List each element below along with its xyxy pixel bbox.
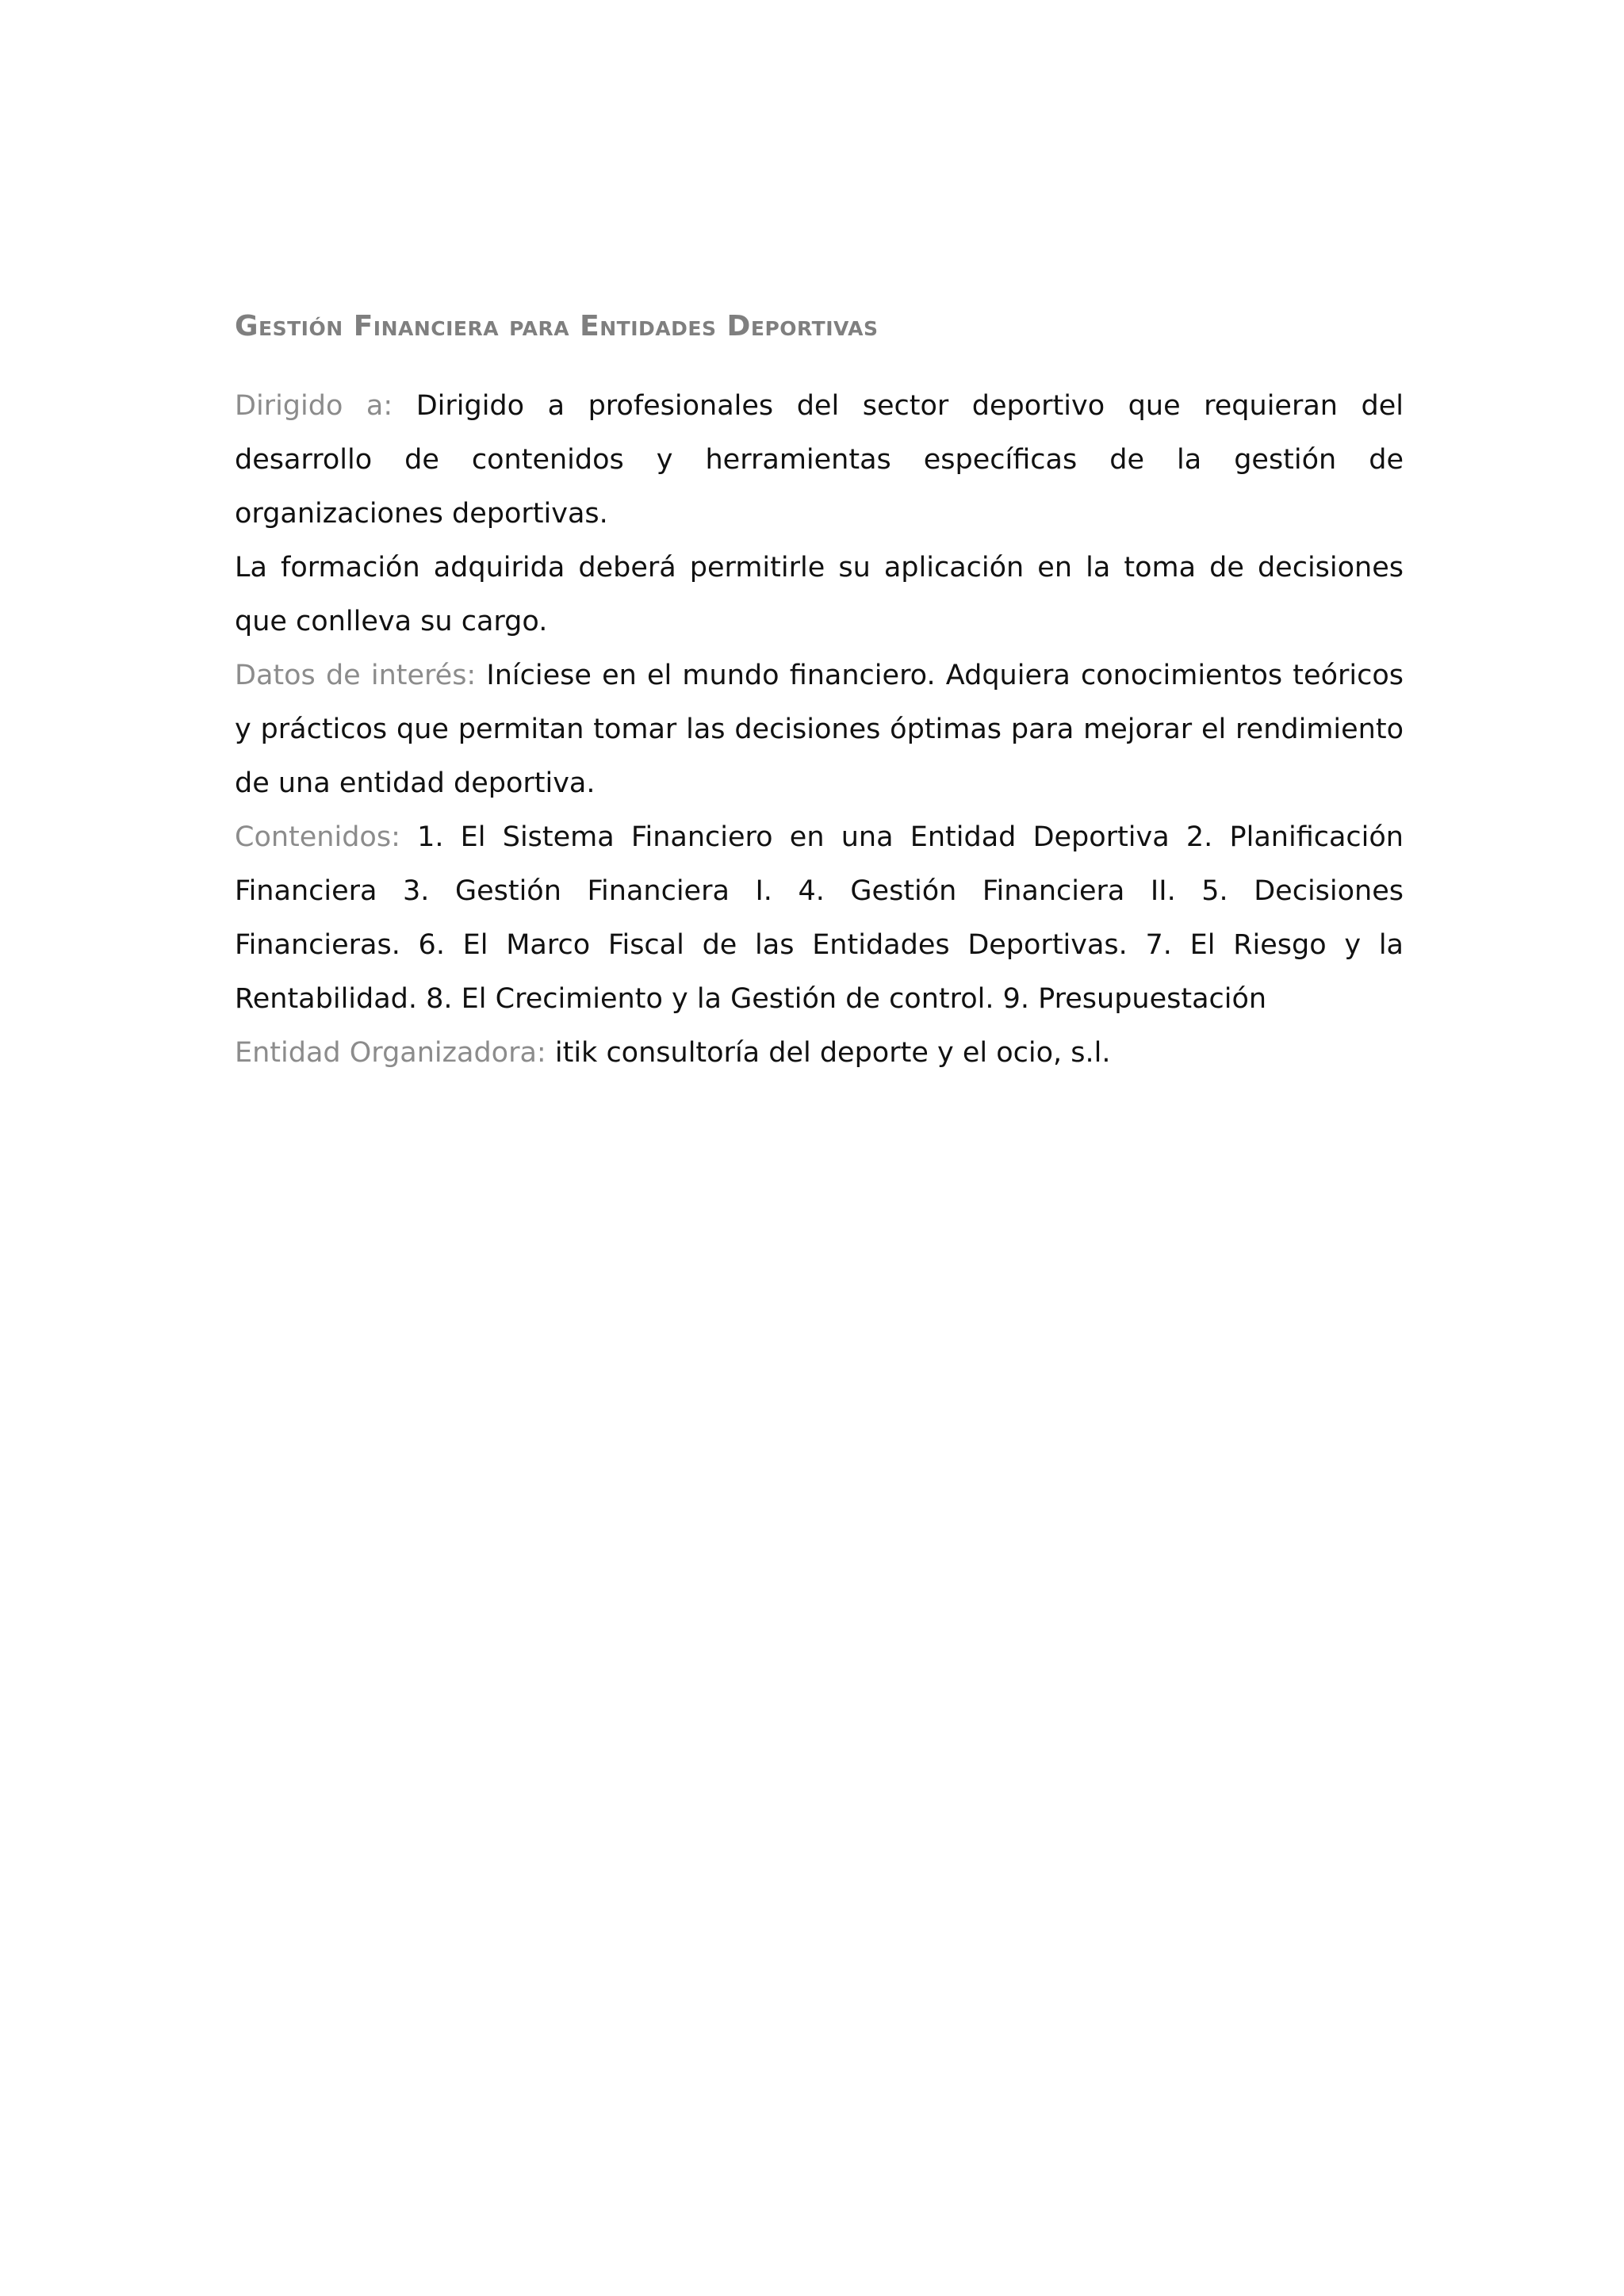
dirigido-value: Dirigido a profesionales del sector deportivo que requieran del desarrollo de contenidos y herramientas específicas de la gestión de organizaciones deportivas. bbox=[235, 390, 1404, 530]
entidad-paragraph bbox=[235, 1026, 1404, 1080]
datos-label: Datos de interés: bbox=[235, 660, 477, 691]
datos-paragraph bbox=[235, 649, 1404, 810]
entidad-label: Entidad Organizadora: bbox=[235, 1037, 546, 1069]
contenidos-paragraph bbox=[235, 810, 1404, 1026]
contenidos-value: 1. El Sistema Financiero en una Entidad Deportiva 2. Planificación Financiera 3. Gestión Financiera I. 4. Gestión Financiera II. 5. Decisiones Financieras. 6. El Marco Fiscal de las Entidades Deportivas. 7. El Riesgo y la Rentabilidad. 8. El Crecimiento y la Gestión de control. 9. Presupuestación bbox=[235, 821, 1404, 1015]
datos-value: Iníciese en el mundo financiero. Adquiera conocimientos teóricos y prácticos que permitan tomar las decisiones óptimas para mejorar el rendimiento de una entidad deportiva. bbox=[235, 660, 1404, 799]
formacion-paragraph bbox=[235, 541, 1404, 649]
document-title: Gestión Financiera para Entidades Deportivas bbox=[235, 310, 879, 342]
contenidos-label: Contenidos: bbox=[235, 821, 400, 853]
document-body bbox=[235, 379, 1404, 1080]
document-content bbox=[235, 304, 1404, 1080]
entidad-value: itik consultoría del deporte y el ocio, s.l. bbox=[554, 1037, 1111, 1069]
dirigido-paragraph bbox=[235, 379, 1404, 541]
dirigido-label: Dirigido a: bbox=[235, 390, 393, 422]
formacion-value: La formación adquirida deberá permitirle su aplicación en la toma de decisiones que conlleva su cargo. bbox=[235, 552, 1404, 637]
